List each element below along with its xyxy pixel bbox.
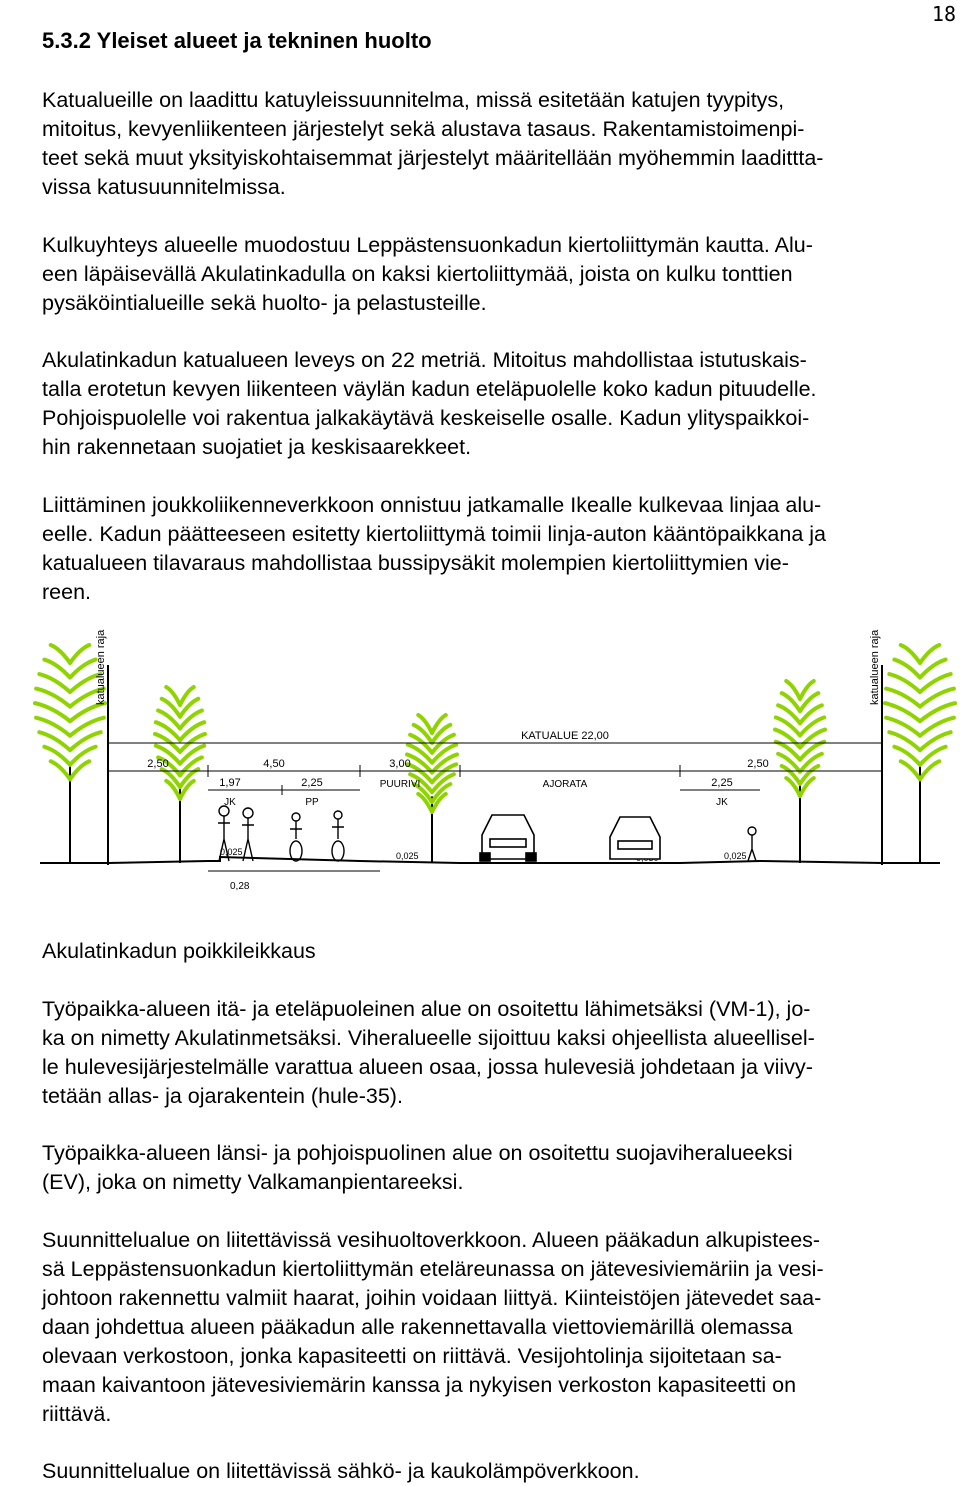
text-line: Akulatinkadun katualueen leveys on 22 metriä. Mitoitus mahdollistaa istutuskais- (42, 348, 807, 372)
area-label: JK (716, 797, 728, 808)
paragraph-protective-green (42, 1139, 960, 1197)
tree (155, 687, 205, 863)
figure-caption (42, 937, 960, 966)
area-label: AJORATA (542, 779, 588, 790)
tree-leaf (51, 645, 70, 663)
dim-label: 1,97 (219, 777, 241, 789)
tree-leaf (901, 645, 920, 663)
paragraph-street-width (42, 346, 960, 462)
slope-label: 0,025 (724, 851, 747, 861)
paragraph-water-supply (42, 1226, 960, 1429)
paragraph-energy (42, 1457, 960, 1486)
text-line: Katualueille on laadittu katuyleissuunnitelma, missä esitetään katujen tyypitys, (42, 88, 785, 112)
section-heading: 5.3.2 Yleiset alueet ja tekninen huolto (42, 28, 432, 53)
text-line: reen. (42, 580, 92, 604)
text-line: Liittäminen joukkoliikenneverkkoon onnistuu jatkamalle Ikealle kulkevaa linjaa alu- (42, 493, 822, 517)
text-line: ka on nimetty Akulatinmetsäksi. Viheralueelle sijoittuu kaksi ohjeellista alueellisel- (42, 1026, 815, 1050)
text-line: olevaan verkostoon, jonka kapasiteetti on riittävä. Vesijohtolinja sijoitetaan sa- (42, 1344, 782, 1368)
tree (885, 645, 955, 863)
paragraph-forest (42, 995, 960, 1111)
area-label: PUURIVI (379, 779, 421, 790)
text-line: sä Leppästensuonkadun kiertoliittymän eteläreunassa on jätevesiviemäriin ja vesi- (42, 1257, 824, 1281)
boundary-label-left: katualueen raja (95, 629, 107, 705)
cyclists (290, 811, 344, 861)
dim-label: 4,50 (263, 758, 285, 770)
text-line: teet sekä muut yksityiskohtaisemmat järjestelyt määritellään myöhemmin laadittta- (42, 146, 824, 170)
paragraph-street-plan (42, 86, 960, 202)
text-line: Suunnittelualue on liitettävissä sähkö- ja kaukolämpöverkkoon. (42, 1459, 640, 1483)
text-line: Työpaikka-alueen itä- ja eteläpuoleinen alue on osoitettu lähimetsäksi (VM-1), jo- (42, 997, 811, 1021)
dim-label: 2,50 (747, 758, 769, 770)
dim-label: 2,25 (301, 777, 323, 789)
text-line: tetään allas- ja ojarakentein (hule-35). (42, 1084, 403, 1108)
slope-label: 0,025 (220, 847, 243, 857)
text-line: Pohjoispuolelle voi rakentua jalkakäytävä keskeiselle osalle. Kadun ylityspaikkoi- (42, 406, 810, 430)
tree-leaf (70, 660, 96, 678)
text-line: talla erotetun kevyen liikenteen väylän kadun eteläpuolelle koko kadun pituudelle. (42, 377, 817, 401)
text-line: le hulevesijärjestelmälle varattua alueen osaa, jossa hulevesiä johdetaan ja viivy- (42, 1055, 813, 1079)
area-label: PP (305, 797, 319, 808)
tree-leaf (70, 645, 89, 663)
dim-label: 3,00 (389, 758, 411, 770)
text-line: Kulkuyhteys alueelle muodostuu Leppästensuonkadun kiertoliittymän kautta. Alu- (42, 233, 813, 257)
paragraph-public-transport (42, 491, 960, 607)
text-line: (EV), joka on nimetty Valkamanpientareeksi. (42, 1170, 464, 1194)
text-line: johtoon rakennettu valmiit haarat, joihin voidaan liittyä. Kiinteistöjen jätevedet saa- (42, 1286, 822, 1310)
text-line: Suunnittelualue on liitettävissä vesihuoltoverkkoon. Alueen pääkadun alkupistees- (42, 1228, 821, 1252)
text-line: maan kaivantoon jätevesiviemärin kanssa ja nykyisen verkoston kapasiteetti on (42, 1373, 797, 1397)
text-line: pysäköintialueille sekä huolto- ja pelastusteille. (42, 291, 487, 315)
text-line: daan johdettua alueen pääkadun alle rakennettavalla viettoviemärillä olemassa (42, 1315, 793, 1339)
text-line: mitoitus, kevyenliikenteen järjestelyt sekä alustava tasaus. Rakentamistoimenpi- (42, 117, 805, 141)
text-line: vissa katusuunnitelmissa. (42, 175, 286, 199)
car-front (480, 815, 536, 861)
slope-label: 0,025 (396, 851, 419, 861)
car-rear (610, 817, 660, 859)
text-line: eelle. Kadun päätteeseen esitetty kiertoliittymä toimii linja-auton kääntöpaikkana ja (42, 522, 827, 546)
text-line: riittävä. (42, 1402, 112, 1426)
text-line: hin rakennetaan suojatiet ja keskisaarekkeet. (42, 435, 472, 459)
tree-leaf (920, 660, 946, 678)
area-label: JK (224, 797, 236, 808)
dim-label: 2,50 (147, 758, 169, 770)
curb-label: 0,28 (230, 881, 250, 892)
pedestrian-right (748, 827, 756, 861)
tree-leaf (920, 645, 939, 663)
tree (775, 681, 825, 863)
total-dim-label: KATUALUE 22,00 (521, 730, 609, 742)
tree-leaf (44, 660, 70, 678)
text-line: katualueen tilavaraus mahdollistaa bussipysäkit molempien kiertoliittymien vie- (42, 551, 789, 575)
text-line: Työpaikka-alueen länsi- ja pohjoispuolinen alue on osoitettu suojaviheralueeksi (42, 1141, 793, 1165)
text-line: een läpäisevällä Akulatinkadulla on kaksi kiertoliittymää, joista on kulku tonttien (42, 262, 793, 286)
boundary-label-right: katualueen raja (869, 629, 881, 705)
dim-label: 2,25 (711, 777, 733, 789)
page-number: 18 (931, 2, 956, 26)
tree-leaf (894, 660, 920, 678)
street-cross-section-figure (20, 625, 960, 905)
text-line: Akulatinkadun poikkileikkaus (42, 939, 316, 963)
paragraph-access (42, 231, 960, 318)
